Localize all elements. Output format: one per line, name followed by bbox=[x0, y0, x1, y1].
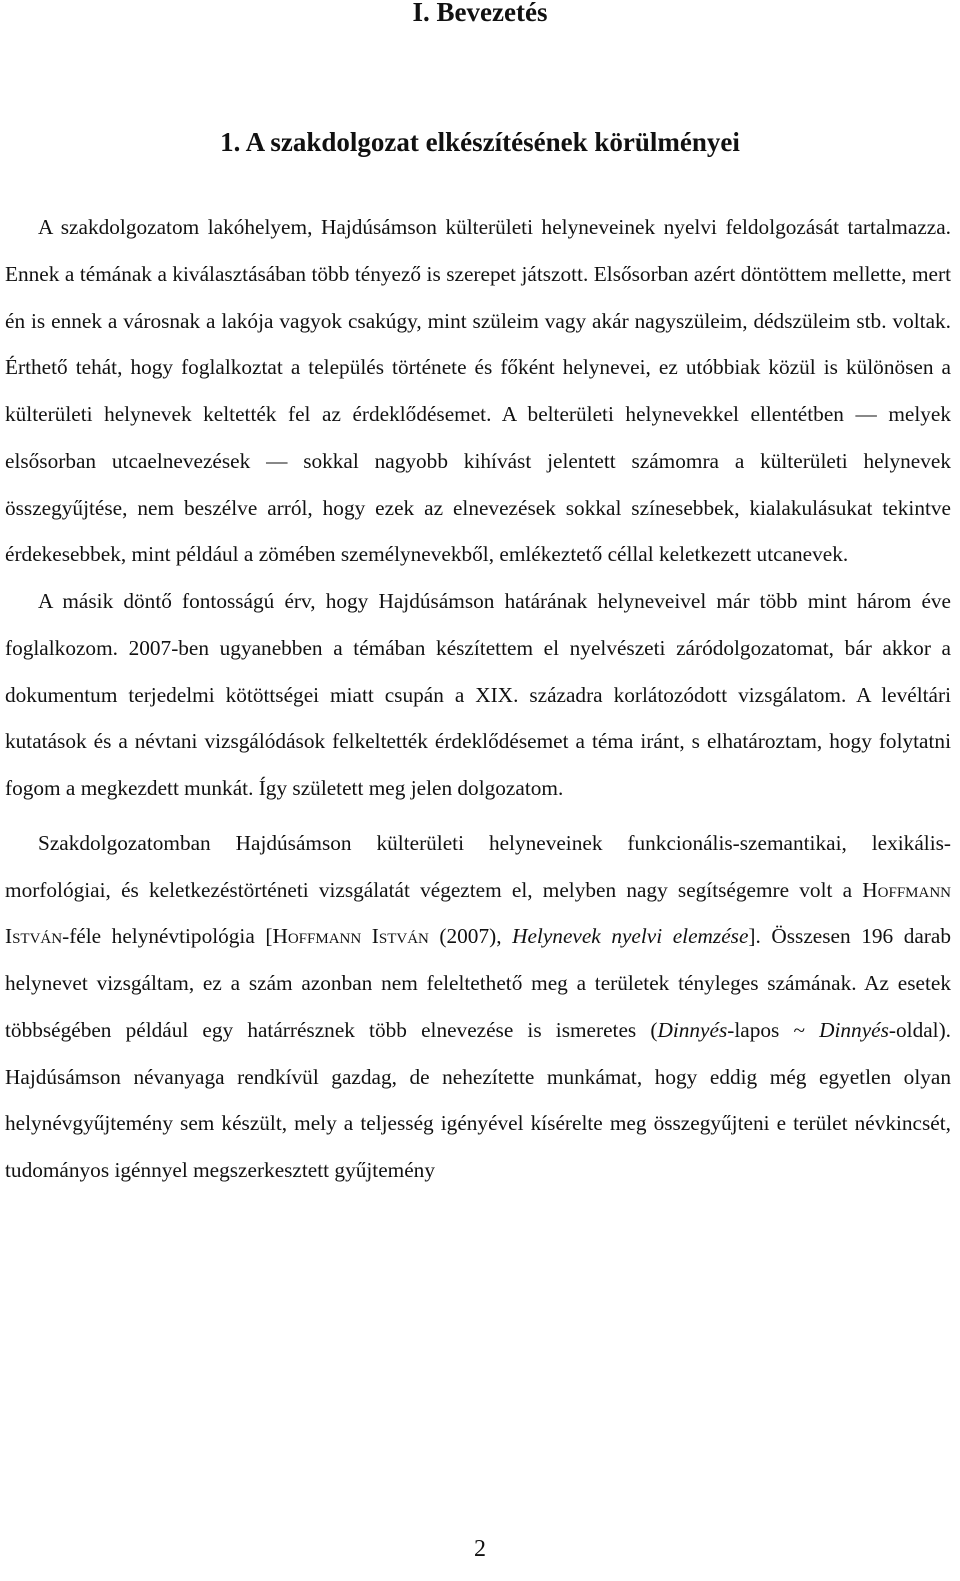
paragraph-3-text-2: -féle helynévtipológia [ bbox=[62, 924, 273, 949]
paragraph-3-text-3: (2007), bbox=[428, 924, 513, 949]
book-title: Helynevek nyelvi elemzése bbox=[512, 924, 749, 949]
paragraph-3-text-4: ]. Összesen 196 darab helynevet vizsgáltam, ez a szám azonban nem feleltethető meg a területek tényleges számának. Az esetek többségében például egy határrésznek több elnevezése is ismeretes ( bbox=[5, 924, 951, 1042]
paragraph-1: A szakdolgozatom lakóhelyem, Hajdúsámson külterületi helyneveinek nyelvi feldolgozását tartalmazza. Ennek a témának a kiválasztásában több tényező is szerepet játszott. Elsősorban azért döntöttem mellette, mert én is ennek a városnak a lakója vagyok csakúgy, mint szüleim vagy akár nagyszüleim, dédszüleim stb. voltak. Érthető tehát, hogy foglalkoztat a település története és főként helynevei, ez utóbbiak közül is különösen a külterületi helynevek keltették fel az érdeklődésemet. A belterületi helynevekkel ellentétben — melyek elsősorban utcaelnevezések — sokkal nagyobb kihívást jelentett számomra a külterületi helynevek összegyűjtése, nem beszélve arról, hogy ezek az elnevezések sokkal színesebbek, kialakulásukat tekintve érdekesebbek, mint például a zömében személynevekből, emlékeztető céllal keletkezett utcanevek. bbox=[5, 215, 951, 567]
page-number: 2 bbox=[474, 1536, 486, 1562]
paragraph-3 bbox=[5, 820, 951, 1194]
chapter-title: I. Bevezetés bbox=[412, 0, 548, 27]
author-name-citation: Hoffmann István bbox=[272, 924, 429, 949]
section-title: 1. A szakdolgozat elkészítésének körülményei bbox=[220, 127, 740, 157]
place-name-example-1: Dinnyés bbox=[657, 1017, 728, 1042]
author-name: Hoffmann István bbox=[5, 877, 951, 949]
body-text bbox=[5, 204, 951, 1194]
paragraph-3-text-1: Szakdolgozatomban Hajdúsámson külterületi helyneveinek funkcionális-szemantikai, lexikális-morfológiai, és keletkezéstörténeti vizsgálatát végeztem el, melyben nagy segítségemre volt a bbox=[5, 830, 951, 902]
paragraph-3-text-6: -oldal). Hajdúsámson névanyaga rendkívül gazdag, de nehezítette munkámat, hogy eddig még egyetlen olyan helynévgyűjtemény sem készült, mely a teljesség igényével kísérelte meg összegyűjteni e terület névkincsét, tudományos igénnyel megszerkesztett gyűjtemény bbox=[5, 1017, 951, 1182]
paragraph-2: A másik döntő fontosságú érv, hogy Hajdúsámson határának helyneveivel már több mint három éve foglalkozom. 2007-ben ugyanebben a témában készítettem el nyelvészeti záródolgozatomat, bár akkor a dokumentum terjedelmi kötöttségei miatt csupán a XIX. századra korlátozódott vizsgálatom. A levéltári kutatások és a névtani vizsgálódások felkeltették érdeklődésemet a téma iránt, s elhatároztam, hogy folytatni fogom a megkezdett munkát. Így született meg jelen dolgozatom. bbox=[5, 589, 951, 800]
paragraph-3-text-5: -lapos ~ bbox=[727, 1017, 820, 1042]
place-name-example-2: Dinnyés bbox=[819, 1017, 889, 1042]
